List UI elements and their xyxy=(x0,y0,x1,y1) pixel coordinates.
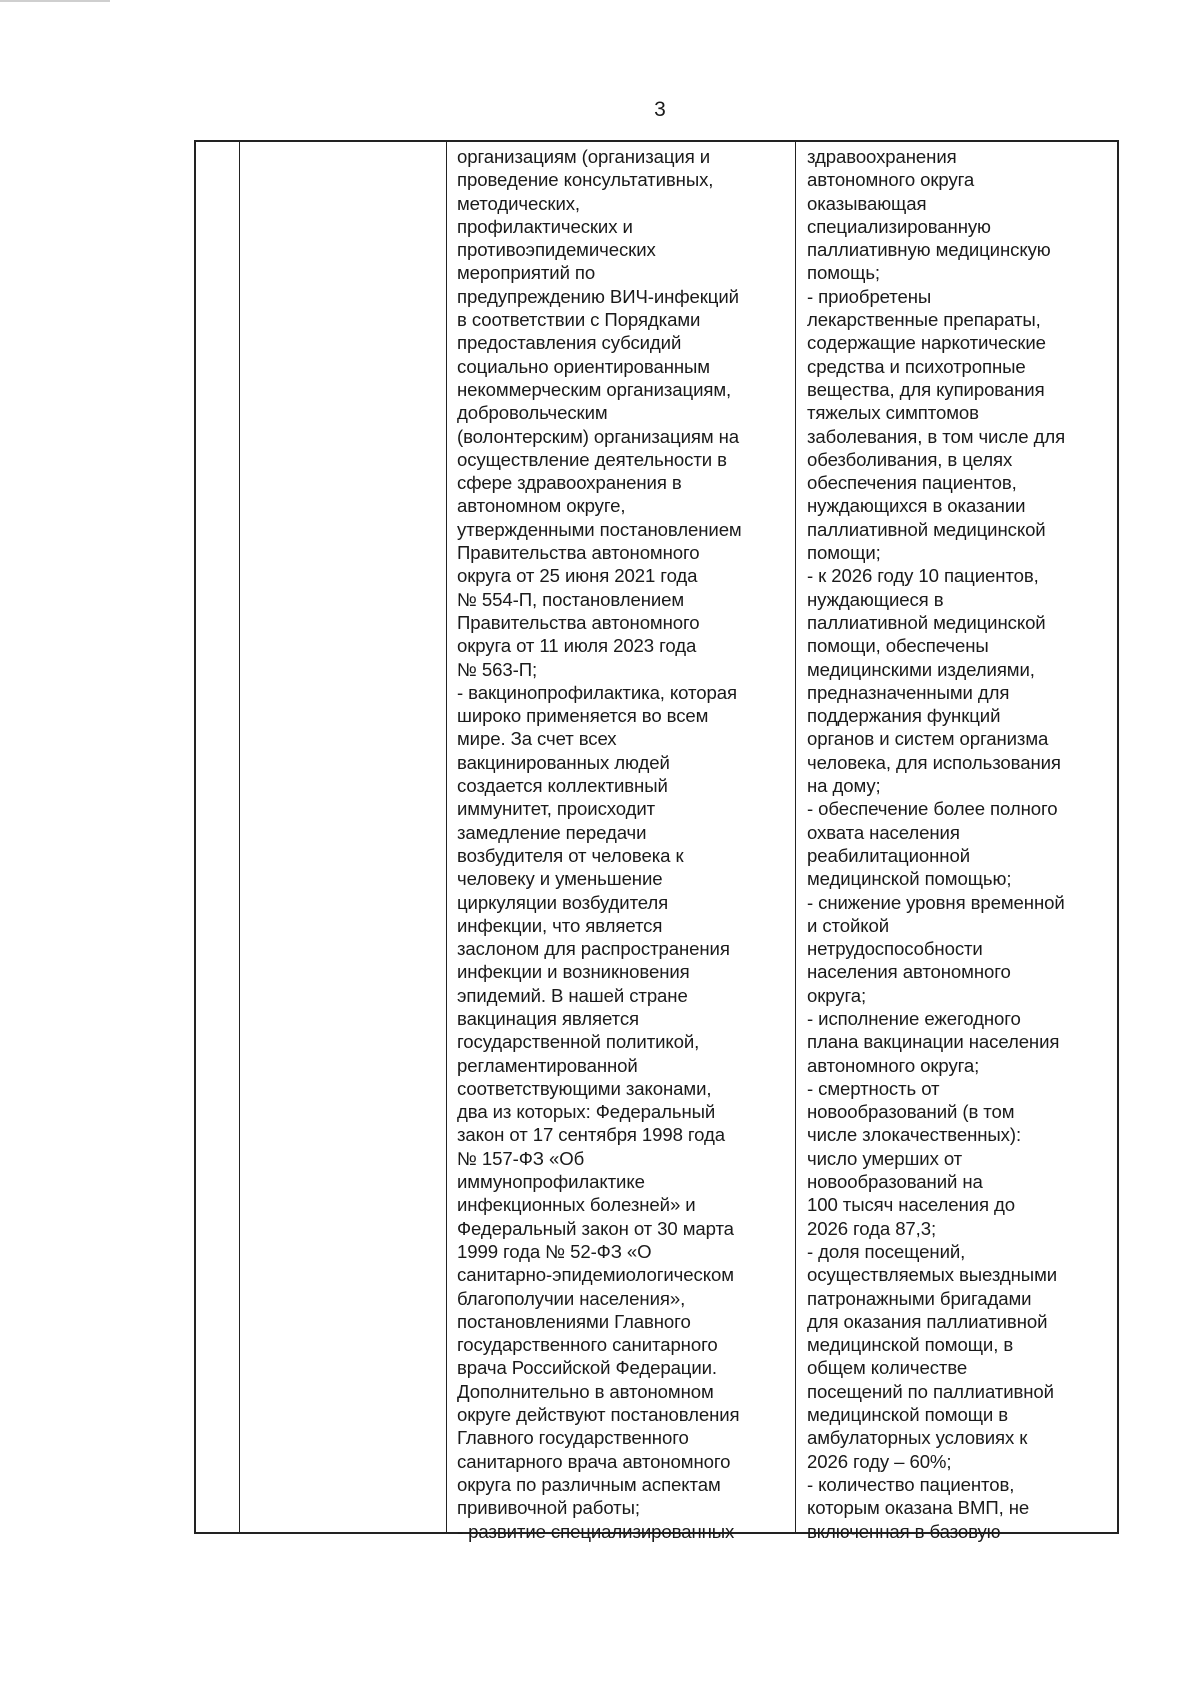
column-divider-1 xyxy=(239,142,240,1532)
column-divider-2 xyxy=(446,142,447,1532)
table-column-4-text: здравоохранения автономного округа оказывающая специализированную паллиативную медицинскую помощь; - приобретены лекарственные препараты, содержащие наркотические средства и психотропные вещества, для купирования тяжелых симптомов заболевания, в том числе для обезболивания, в целях обеспечения пациентов, нуждающихся в оказании паллиативной медицинской помощи; - к 2026 году 10 пациентов, нуждающиеся в паллиативной медицинской помощи, обеспечены медицинскими изделиями, предназначенными для поддержания функций органов и систем организма человека, для использования на дому; - обеспечение более полного охвата населения реабилитационной медицинской помощью; - снижение уровня временной и стойкой нетрудоспособности населения автономного округа; - исполнение ежегодного плана вакцинации населения автономного округа; - смертность от новообразований (в том числе злокачественных): число умерших от новообразований на 100 тысяч населения до 2026 года 87,3; - доля посещений, осуществляемых выездными патронажными бригадами для оказания паллиативной медицинской помощи, в общем количестве посещений по паллиативной медицинской помощи в амбулаторных условиях к 2026 году – 60%; - количество пациентов, которым оказана ВМП, не включенная в базовую xyxy=(807,146,1066,1542)
table-column-2 xyxy=(240,142,446,1532)
table-column-3-text: организациям (организация и проведение консультативных, методических, профилактических и противоэпидемических мероприятий по предупреждению ВИЧ-инфекций в соответствии с Порядками предоставления субсидий социально ориентированным некоммерческим организациям, добровольческим (волонтерским) организациям на осуществление деятельности в сфере здравоохранения в автономном округе, утвержденными постановлением Правительства автономного округа от 25 июня 2021 года № 554-П, постановлением Правительства автономного округа от 11 июля 2023 года № 563-П; - вакцинопрофилактика, которая широко применяется во всем мире. За счет всех вакцинированных людей создается коллективный иммунитет, происходит замедление передачи возбудителя от человека к человеку и уменьшение циркуляции возбудителя инфекции, что является заслоном для распространения инфекции и возникновения эпидемий. В нашей стране вакцинация является государственной политикой, регламентированной соответствующими законами, два из которых: Федеральный закон от 17 сентября 1998 года № 157-ФЗ «Об иммунопрофилактике инфекционных болезней» и Федеральный закон от 30 марта 1999 года № 52-ФЗ «О санитарно-эпидемиологическом благополучии населения», постановлениями Главного государственного санитарного врача Российской Федерации. Дополнительно в автономном округе действуют постановления Главного государственного санитарного врача автономного округа по различным аспектам прививочной работы; - развитие специализированных xyxy=(457,146,742,1542)
scan-edge-mark xyxy=(0,0,110,2)
document-table xyxy=(194,140,1119,1542)
table-column-1 xyxy=(196,142,239,1532)
page-number: 3 xyxy=(654,98,666,121)
column-divider-3 xyxy=(795,142,796,1532)
